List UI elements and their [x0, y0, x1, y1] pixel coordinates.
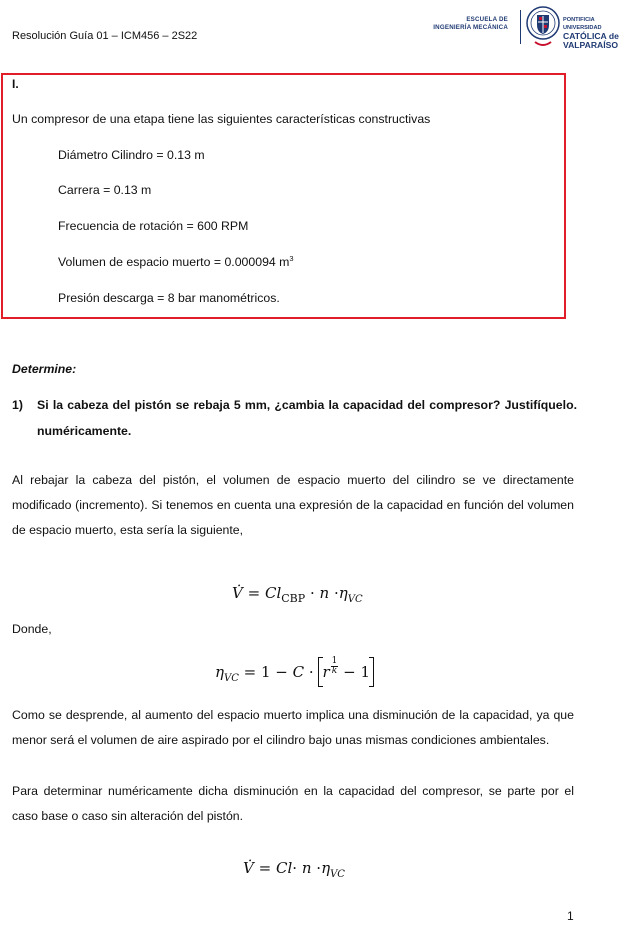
equation-capacity-cbp: V̇ = $Cl_{CBP} \cdot n \cdot\eta_{VC}$ [232, 584, 363, 605]
paragraph-explanation: Al rebajar la cabeza del pistón, el volumen de espacio muerto del cilindro se ve directamente modificado (incremento). Si tenemos en cuenta una expresión de la capacidad en función del volumen de espacio muerto, esta sería la siguiente, [12, 473, 574, 537]
determine-heading: Determine: [12, 362, 77, 376]
spec-dead-volume: Volumen de espacio muerto = 0.000094 $m^3$ [58, 254, 294, 269]
equation-capacity-base: V̇ = $Cl\cdot n \cdot\eta_{VC}$ [243, 859, 345, 880]
question-text: Si la cabeza del pistón se rebaja 5 mm, ¿cambia la capacidad del compresor? Justifíquelo. numéricamente. [37, 398, 577, 438]
spec-rotation-frequency: Frecuencia de rotación = 600 RPM [58, 219, 249, 233]
problem-number: I. [12, 77, 19, 91]
question-number: 1) [12, 398, 23, 412]
equation-volumetric-efficiency: $\eta_{VC} = 1 - C$ · r $\frac{1}{k}$ − 1 [215, 657, 374, 691]
donde-label: Donde, [12, 622, 52, 636]
document-header-title: Resolución Guía 01 – ICM456 – 2S22 [12, 30, 198, 42]
university-seal-icon [526, 4, 560, 50]
university-logo [430, 2, 619, 52]
school-name: ESCUELA DE INGENIERÍA MECÁNICA [433, 16, 508, 31]
spec-discharge-pressure: Presión descarga = 8 bar manométricos. [58, 291, 280, 305]
logo-divider [520, 10, 521, 44]
page-number: 1 [567, 909, 574, 923]
exponent-fraction: $\frac{1}{k}$ [331, 656, 338, 676]
unit-exponent: 3 [289, 254, 294, 263]
problem-intro: Un compresor de una etapa tiene las siguientes características constructivas [12, 112, 431, 126]
spec-stroke: Carrera = 0.13 m [58, 183, 152, 197]
paragraph-numerical-intro: Para determinar numéricamente dicha disminución en la capacidad del compresor, se parte por el caso base o caso sin alteración del pistón. [12, 784, 574, 823]
bracket-expression: r $\frac{1}{k}$ − 1 [318, 657, 374, 687]
spec-cylinder-diameter: Diámetro Cilindro = 0.13 m [58, 148, 205, 162]
university-name: PONTIFICIA UNIVERSIDAD CATÓLICA de VALPARAÍSO [563, 17, 619, 50]
paragraph-conclusion: Como se desprende, al aumento del espacio muerto implica una disminución de la capacidad, ya que menor será el volumen de aire aspirado por el cilindro bajo unas mismas condiciones ambientales. [12, 708, 574, 747]
